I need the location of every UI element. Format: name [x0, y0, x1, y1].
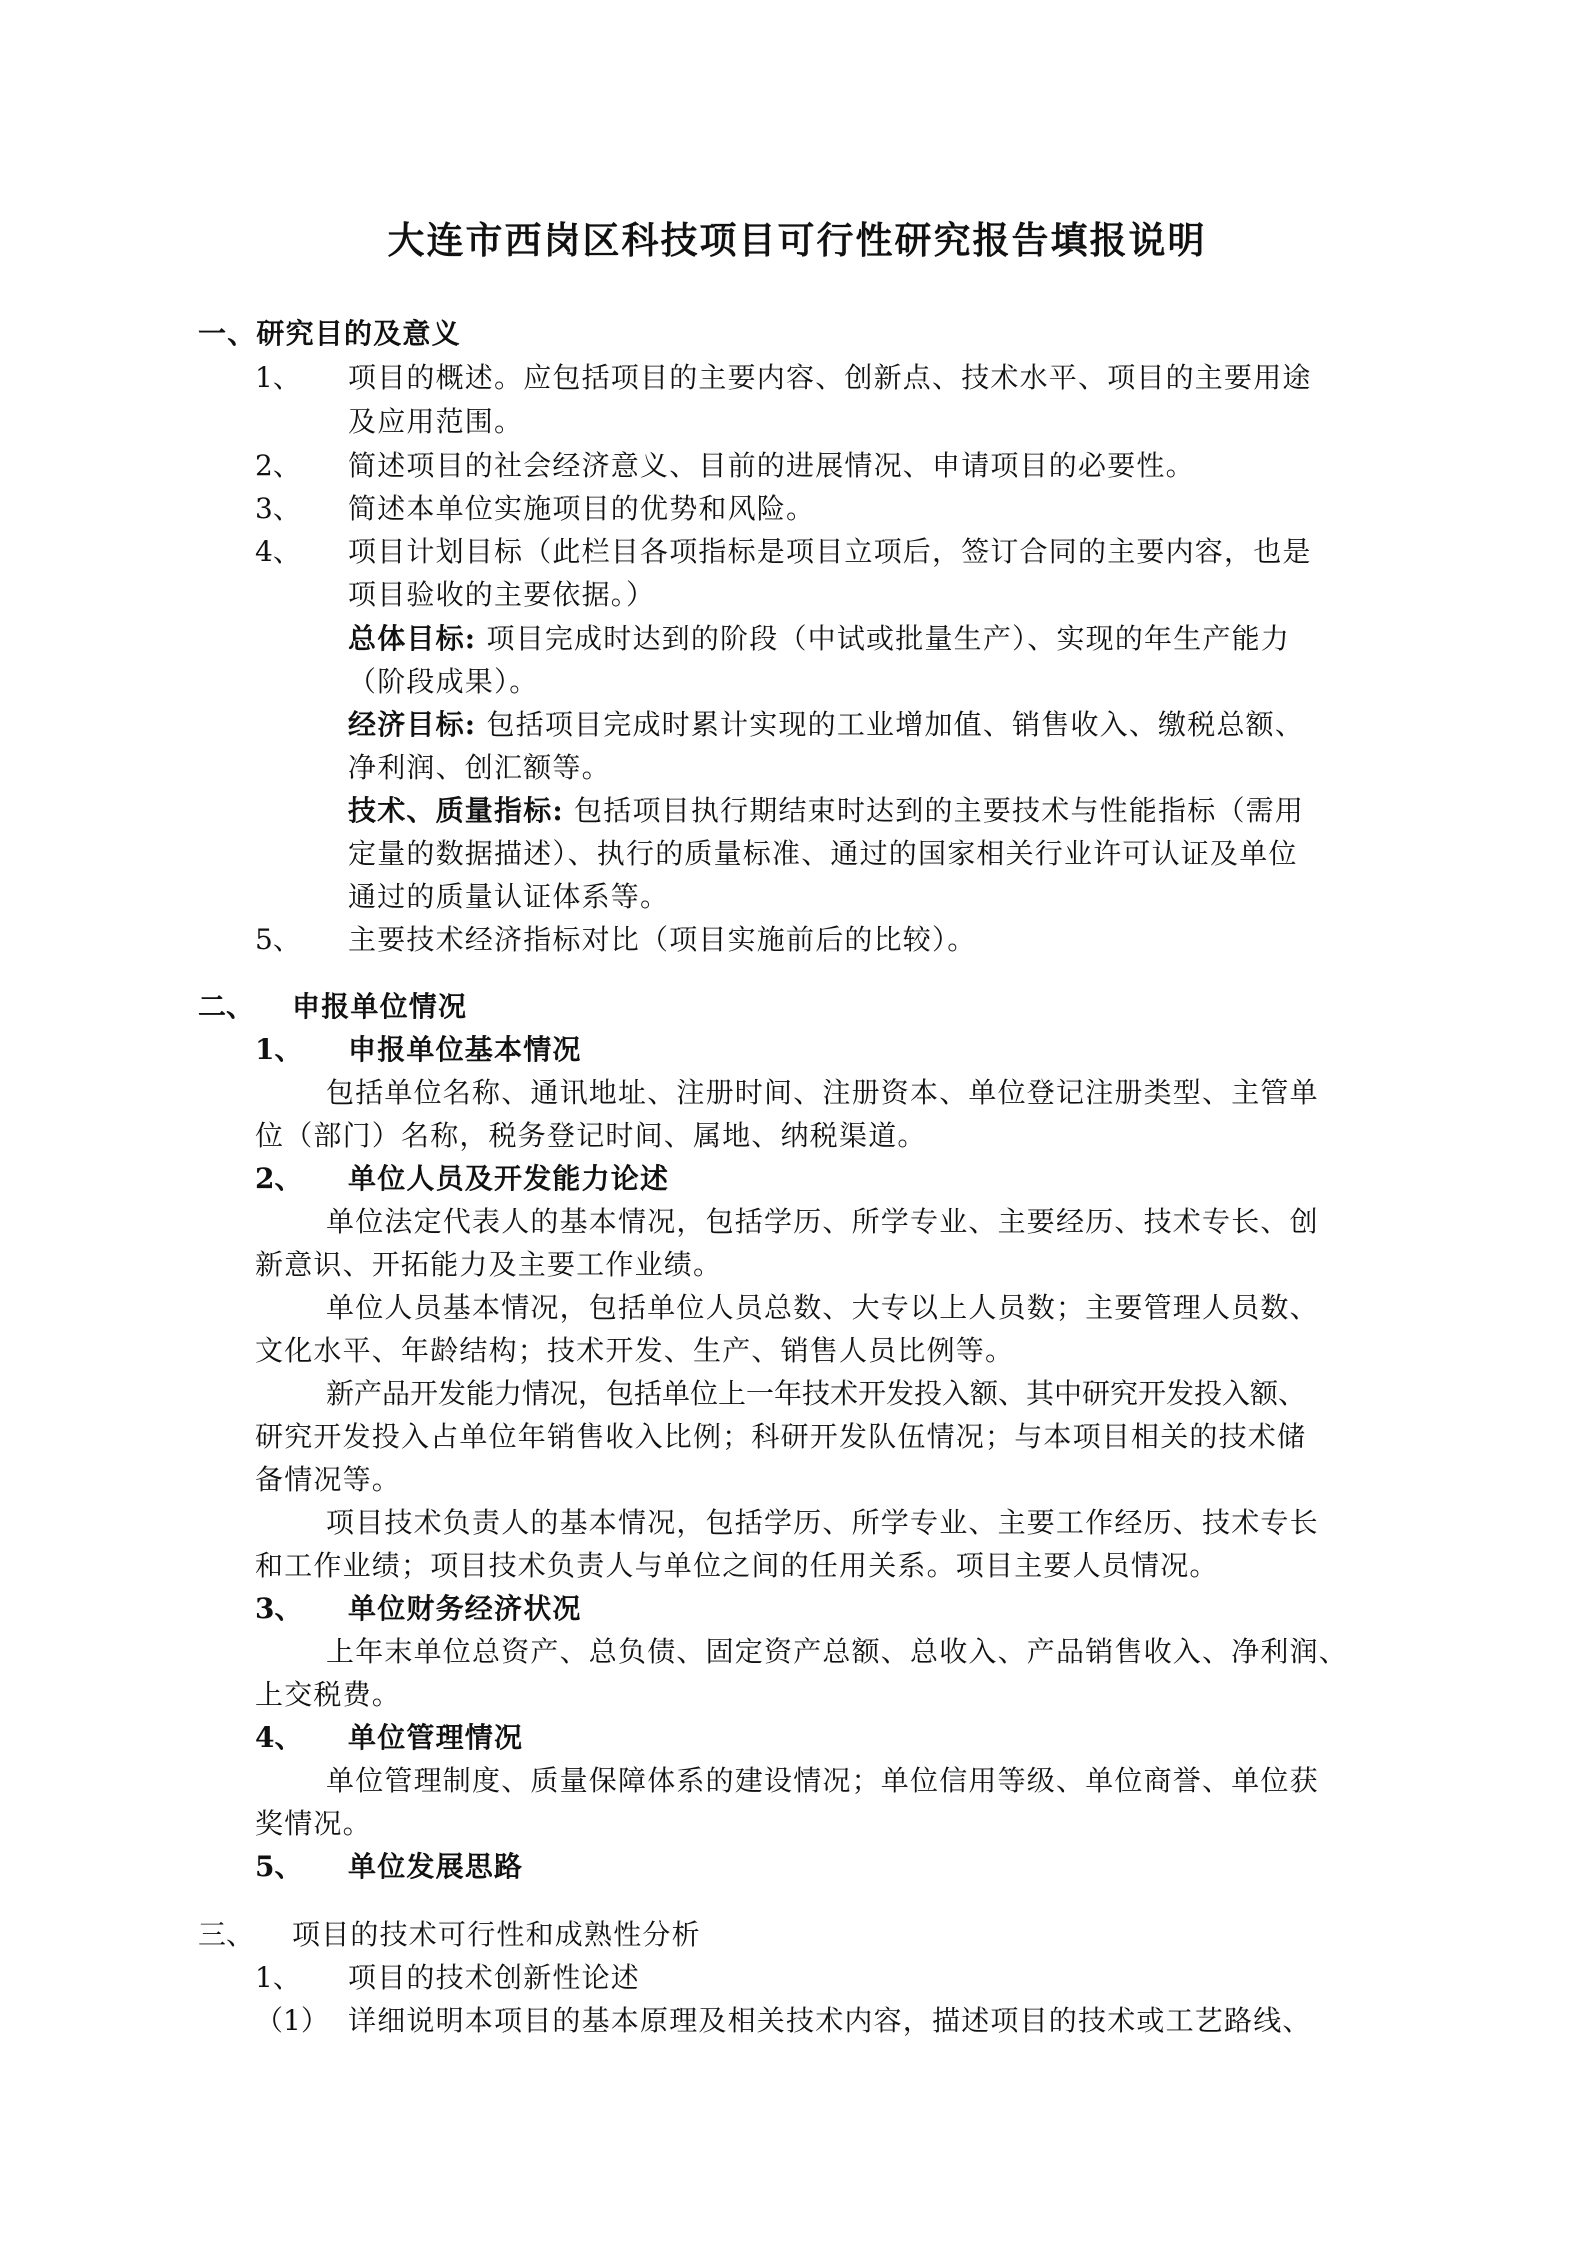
paragraph-line: 项目的概述。应包括项目的主要内容、创新点、技术水平、项目的主要用途 [348, 361, 1312, 394]
item-number: 4、 [255, 535, 301, 568]
item-number: 3、 [255, 1592, 303, 1625]
section-number: 二、 [198, 990, 255, 1023]
term-label: 技术、质量指标: [348, 794, 564, 827]
term-text: 包括项目执行期结束时达到的主要技术与性能指标（需用 [563, 794, 1305, 827]
document-title: 大连市西岗区科技项目可行性研究报告填报说明 [387, 218, 1207, 262]
paragraph-line: 包括单位名称、通讯地址、注册时间、注册资本、单位登记注册类型、主管单 [326, 1076, 1319, 1109]
paragraph-line: 简述本单位实施项目的优势和风险。 [348, 492, 816, 525]
paragraph-line: 单位管理制度、质量保障体系的建设情况；单位信用等级、单位商誉、单位获 [326, 1764, 1319, 1797]
term-label: 总体目标: [348, 622, 477, 655]
section-number: 三、 [198, 1918, 255, 1951]
paragraph-line: 详细说明本项目的基本原理及相关技术内容，描述项目的技术或工艺路线、 [348, 2004, 1312, 2037]
section-3-heading: 项目的技术可行性和成熟性分析 [292, 1918, 701, 1951]
paragraph-line: 备情况等。 [255, 1463, 402, 1496]
item-number: 1、 [255, 361, 301, 394]
paragraph-line: 项目计划目标（此栏目各项指标是项目立项后，签订合同的主要内容，也是 [348, 535, 1312, 568]
paragraph-line: 上交税费。 [255, 1678, 402, 1711]
section-2-heading: 申报单位情况 [292, 990, 468, 1023]
paragraph-line [348, 703, 1304, 747]
subsection-heading: 单位发展思路 [348, 1850, 524, 1883]
item-number: （1） [255, 2004, 329, 2037]
paragraph-line: 新产品开发能力情况，包括单位上一年技术开发投入额、其中研究开发投入额、 [326, 1377, 1307, 1410]
paragraph-line: 和工作业绩；项目技术负责人与单位之间的任用关系。项目主要人员情况。 [255, 1549, 1219, 1582]
term-text: 包括项目完成时累计实现的工业增加值、销售收入、缴税总额、 [476, 708, 1305, 741]
paragraph-line: 项目技术负责人的基本情况，包括学历、所学专业、主要工作经历、技术专长 [326, 1506, 1319, 1539]
item-number: 1、 [255, 1961, 301, 1994]
item-number: 2、 [255, 449, 301, 482]
paragraph-line: 新意识、开拓能力及主要工作业绩。 [255, 1248, 723, 1281]
item-number: 5、 [255, 1850, 303, 1883]
subsection-heading: 单位人员及开发能力论述 [348, 1162, 670, 1195]
paragraph-line [348, 789, 1304, 833]
paragraph-line: 上年末单位总资产、总负债、固定资产总额、总收入、产品销售收入、净利润、 [326, 1635, 1349, 1668]
paragraph-line: 研究开发投入占单位年销售收入比例；科研开发队伍情况；与本项目相关的技术储 [255, 1420, 1307, 1453]
term-label: 经济目标: [348, 708, 477, 741]
paragraph-line: （阶段成果）。 [348, 665, 539, 698]
term-text: 项目完成时达到的阶段（中试或批量生产）、实现的年生产能力 [476, 622, 1291, 655]
subsection-heading: 申报单位基本情况 [348, 1033, 582, 1066]
item-number: 1、 [255, 1033, 303, 1066]
paragraph-line: 文化水平、年龄结构；技术开发、生产、销售人员比例等。 [255, 1334, 1015, 1367]
paragraph-line: 主要技术经济指标对比（项目实施前后的比较）。 [348, 923, 977, 956]
paragraph-line: 及应用范围。 [348, 405, 524, 438]
paragraph-line: 位（部门）名称，税务登记时间、属地、纳税渠道。 [255, 1119, 927, 1152]
item-number: 5、 [255, 923, 301, 956]
paragraph-line: 通过的质量认证体系等。 [348, 880, 670, 913]
paragraph-line: 单位人员基本情况，包括单位人员总数、大专以上人员数；主要管理人员数、 [326, 1291, 1319, 1324]
item-number: 2、 [255, 1162, 303, 1195]
paragraph-line: 净利润、创汇额等。 [348, 751, 611, 784]
paragraph-line: 项目验收的主要依据。） [348, 578, 656, 611]
section-1-heading: 一、研究目的及意义 [198, 317, 461, 350]
subsection-heading: 单位财务经济状况 [348, 1592, 582, 1625]
subsection-heading: 项目的技术创新性论述 [348, 1961, 641, 1994]
paragraph-line: 奖情况。 [255, 1807, 372, 1840]
item-number: 4、 [255, 1721, 303, 1754]
paragraph-line: 定量的数据描述）、执行的质量标准、通过的国家相关行业许可认证及单位 [348, 837, 1298, 870]
paragraph-line: 单位法定代表人的基本情况，包括学历、所学专业、主要经历、技术专长、创 [326, 1205, 1319, 1238]
item-number: 3、 [255, 492, 301, 525]
paragraph-line [348, 617, 1290, 661]
subsection-heading: 单位管理情况 [348, 1721, 524, 1754]
paragraph-line: 简述项目的社会经济意义、目前的进展情况、申请项目的必要性。 [348, 449, 1195, 482]
